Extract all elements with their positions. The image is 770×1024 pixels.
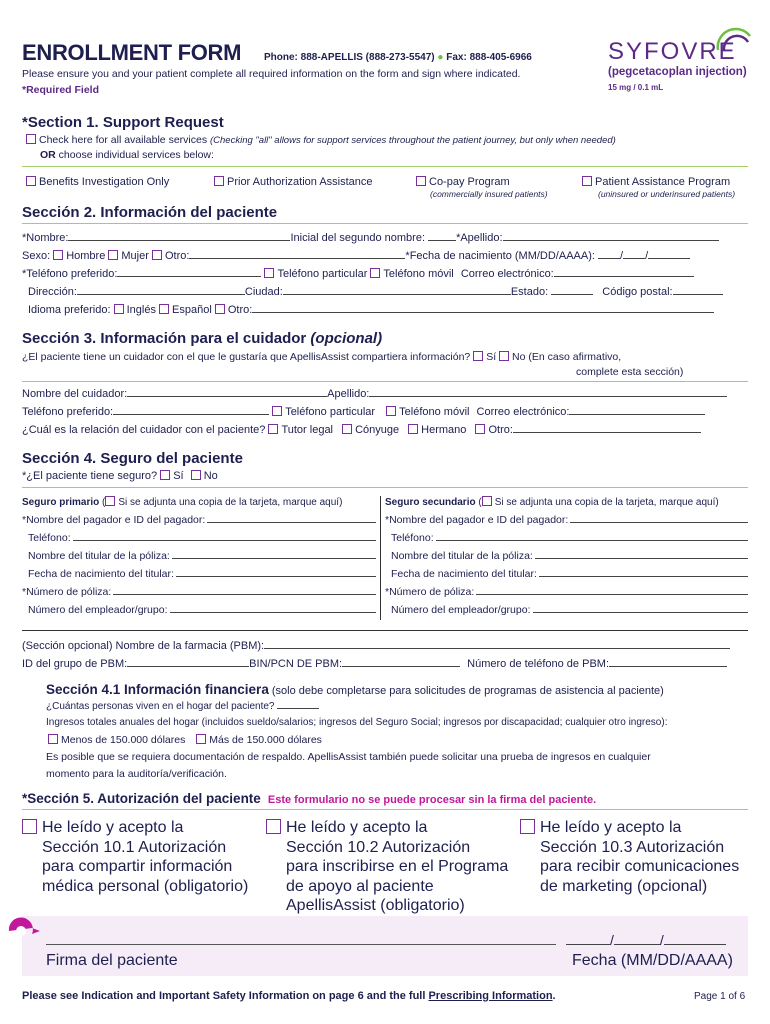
service-checkbox[interactable] (416, 176, 426, 186)
service-label: Prior Authorization Assistance (227, 176, 373, 188)
signature-label: Firma del paciente (46, 952, 178, 969)
income-more-checkbox[interactable] (196, 734, 206, 744)
ack-3-line: de marketing (opcional) (540, 877, 708, 895)
otro-rel-input[interactable] (513, 424, 701, 433)
bullet-icon: ● (437, 52, 444, 63)
primary-card-note: Si se adjunta una copia de la tarjeta, marque aquí (118, 497, 340, 508)
service-0[interactable] (26, 176, 169, 188)
form-title: ENROLLMENT FORM (22, 40, 242, 65)
section1-title: *Section 1. Support Request (22, 114, 224, 131)
cuidador-correo-label: Correo electrónico: (476, 406, 570, 418)
insurance-field-label: *Nombre del pagador e ID del pagador: (22, 514, 206, 526)
ciudad-label: Ciudad: (244, 286, 283, 298)
hombre-label: Hombre (66, 250, 106, 262)
insurance-field-input[interactable] (535, 550, 748, 559)
service-3[interactable] (582, 176, 730, 188)
service-label: Benefits Investigation Only (39, 176, 170, 188)
income-more-label: Más de 150.000 dólares (209, 734, 322, 746)
codigo-input[interactable] (673, 286, 723, 295)
ack-1-line: médica personal (obligatorio) (42, 877, 249, 895)
section41-note: (solo debe completarse para solicitudes de programas de asistencia al paciente) (271, 685, 664, 697)
insurance-field-row (391, 568, 748, 580)
insurance-field-row (385, 586, 748, 598)
insurance-no-checkbox[interactable] (191, 470, 201, 480)
insurance-field-label: Fecha de nacimiento del titular: (28, 568, 174, 580)
income-note-2: momento para la auditoría/verificación. (46, 768, 227, 780)
brand-name: SYFOVRE (608, 38, 737, 65)
check-all-checkbox[interactable] (26, 134, 36, 144)
section5-title-row (22, 791, 596, 806)
address-row (28, 286, 723, 298)
pbm-phone-label: Número de teléfono de PBM: (467, 658, 609, 670)
ack-3-line: He leído y acepto la (540, 819, 682, 836)
ack-2-line: He leído y acepto la (286, 819, 428, 836)
pbm-row (22, 658, 727, 670)
conyuge-label: Cónyuge (355, 424, 400, 436)
instructions: Please ensure you and your patient complete all required information on the form and sign where indicated. (22, 68, 521, 80)
pharmacy-label: (Sección opcional) Nombre de la farmacia (PBM): (22, 640, 265, 652)
ack-3[interactable] (520, 818, 739, 896)
otro-lang-checkbox[interactable] (215, 304, 225, 314)
caregiver-name-row (22, 388, 727, 400)
ack-2-line: Sección 10.2 Autorización (286, 838, 471, 856)
divider (22, 166, 748, 167)
nombre-label: *Nombre: (22, 232, 69, 244)
ack-2-checkbox[interactable] (266, 819, 281, 834)
cuidador-movil-label: Teléfono móvil (399, 406, 470, 418)
section2-title: Sección 2. Información del paciente (22, 204, 278, 221)
or-text: choose individual services below: (58, 149, 214, 161)
tutor-label: Tutor legal (281, 424, 333, 436)
tel-particular-label: Teléfono particular (277, 268, 368, 280)
ack-2-line: de apoyo al paciente (286, 877, 434, 895)
cuidador-apellido-label: Apellido: (327, 388, 370, 400)
insurance-field-label: Teléfono: (28, 532, 71, 544)
insurance-field-row (391, 604, 748, 616)
nombre-input[interactable] (68, 232, 290, 241)
insurance-si-label: Sí (173, 470, 184, 482)
mujer-checkbox[interactable] (108, 250, 118, 260)
caregiver-no-label: No (En caso afirmativo, (512, 351, 622, 363)
secondary-title: Seguro secundario (385, 497, 476, 508)
insurance-field-label: *Nombre del pagador e ID del pagador: (385, 514, 569, 526)
telefono-label: *Teléfono preferido: (22, 268, 118, 280)
cuidador-particular-label: Teléfono particular (285, 406, 376, 418)
insurance-field-row (391, 532, 748, 544)
fecha-label: *Fecha de nacimiento (MM/DD/AAAA): (405, 250, 595, 262)
insurance-field-input[interactable] (170, 604, 377, 613)
primary-card-checkbox[interactable] (105, 496, 115, 506)
otro-rel-checkbox[interactable] (475, 424, 485, 434)
sexo-label: Sexo: (22, 250, 51, 262)
insurance-si-checkbox[interactable] (160, 470, 170, 480)
caregiver-question (22, 351, 621, 363)
divider (22, 487, 748, 488)
income-note-1: Es posible que se requiera documentación de respaldo. ApellisAssist también puede solicitar una prueba de ingresos en cualquier (46, 751, 651, 763)
codigo-label: Código postal: (602, 286, 673, 298)
brand-dose: 15 mg / 0.1 mL (608, 83, 664, 92)
insurance-field-row (22, 586, 376, 598)
otro-lang-input[interactable] (252, 304, 714, 313)
language-row (28, 304, 714, 316)
divider (22, 630, 748, 631)
section4-title: Sección 4. Seguro del paciente (22, 450, 243, 467)
check-all-label: Check here for all available services (39, 134, 208, 146)
service-checkbox[interactable] (26, 176, 36, 186)
signature-tab-icon (6, 916, 40, 946)
service-checkbox[interactable] (214, 176, 224, 186)
dob-dd-input[interactable] (623, 250, 645, 259)
income-less-label: Menos de 150.000 dólares (61, 734, 186, 746)
signature-line[interactable] (46, 944, 556, 945)
income-less-checkbox[interactable] (48, 734, 58, 744)
primary-title: Seguro primario (22, 497, 100, 508)
estado-label: Estado: (510, 286, 549, 298)
insurance-field-label: Número del empleador/grupo: (391, 604, 531, 616)
cuidador-movil-checkbox[interactable] (386, 406, 396, 416)
service-checkbox[interactable] (582, 176, 592, 186)
caregiver-no-checkbox[interactable] (499, 351, 509, 361)
service-label: Patient Assistance Program (595, 176, 731, 188)
income-row: Ingresos totales anuales del hogar (incluidos sueldo/salarios; ingresos del Seguro Social; ingresos por discapacidad; cualquier otro ingreso): (46, 717, 668, 728)
insurance-field-row (22, 514, 376, 526)
date-line[interactable]: / / (566, 932, 726, 948)
mujer-label: Mujer (121, 250, 149, 262)
divider (22, 223, 748, 224)
ack-2-line: para inscribirse en el Programa (286, 858, 509, 875)
relacion-label: ¿Cuál es la relación del cuidador con el paciente? (22, 424, 266, 436)
caregiver-si-checkbox[interactable] (473, 351, 483, 361)
insurance-field-input[interactable] (207, 514, 376, 523)
conyuge-checkbox[interactable] (342, 424, 352, 434)
tel-movil-label: Teléfono móvil (383, 268, 454, 280)
secondary-insurance-header: Seguro secundario ( Si se adjunta una copia de la tarjeta, marque aquí) (385, 497, 719, 508)
ingles-checkbox[interactable] (114, 304, 124, 314)
cuidador-tel-label: Teléfono preferido: (22, 406, 114, 418)
ack-1-checkbox[interactable] (22, 819, 37, 834)
insurance-field-input[interactable] (570, 514, 748, 523)
ack-1[interactable] (22, 818, 248, 896)
service-2-sub: (commercially insured patients) (430, 189, 548, 199)
cuidador-tel-input[interactable] (113, 406, 269, 415)
service-3-sub: (uninsured or underinsured patients) (598, 189, 736, 199)
people-label: ¿Cuántas personas viven en el hogar del paciente? (46, 701, 275, 712)
insurance-field-input[interactable] (436, 532, 748, 541)
ingles-label: Inglés (126, 304, 156, 316)
insurance-field-label: *Número de póliza: (385, 586, 475, 598)
sex-row: Sexo: Hombre Mujer Otro: *Fecha de nacimiento (MM/DD/AAAA): / / (22, 250, 690, 262)
section3-title-main: Sección 3. Información para el cuidador (22, 330, 307, 347)
dob-mm-input[interactable] (598, 250, 620, 259)
tutor-checkbox[interactable] (268, 424, 278, 434)
fax-text: Fax: 888-405-6966 (446, 52, 532, 63)
ack-3-line: Sección 10.3 Autorización (540, 838, 725, 856)
caregiver-question-text: ¿El paciente tiene un cuidador con el que le gustaría que ApellisAssist compartiera información? (22, 351, 471, 363)
inicial-input[interactable] (428, 232, 456, 241)
estado-input[interactable] (551, 286, 593, 295)
section41-title: Sección 4.1 Información financiera (46, 682, 269, 697)
cuidador-label: Nombre del cuidador: (22, 388, 128, 400)
patient-name-row (22, 232, 719, 244)
footer-text-main: Please see Indication and Important Safety Information on page 6 and the full (22, 990, 426, 1002)
check-all-row (26, 134, 616, 146)
insurance-field-row (385, 514, 748, 526)
insurance-field-input[interactable] (113, 586, 376, 595)
section5-warning: Este formulario no se puede procesar sin la firma del paciente. (267, 794, 597, 806)
insurance-column-divider (380, 496, 381, 620)
tel-movil-checkbox[interactable] (370, 268, 380, 278)
pbm-bin-label: BIN/PCN DE PBM: (249, 658, 343, 670)
primary-insurance-header: Seguro primario ( Si se adjunta una copia de la tarjeta, marque aquí) (22, 497, 343, 508)
insurance-field-input[interactable] (539, 568, 748, 577)
espanol-label: Español (172, 304, 212, 316)
required-note: *Required Field (22, 84, 100, 96)
apellido-label: *Apellido: (456, 232, 503, 244)
insurance-field-input[interactable] (172, 550, 376, 559)
otro-rel-label: Otro: (488, 424, 513, 436)
service-label: Co-pay Program (429, 176, 510, 188)
caregiver-note: complete esta sección) (576, 366, 684, 378)
people-input[interactable] (277, 700, 319, 709)
insurance-field-input[interactable] (73, 532, 376, 541)
caregiver-phone-row (22, 406, 705, 418)
insurance-field-label: Teléfono: (391, 532, 434, 544)
pbm-phone-input[interactable] (609, 658, 727, 667)
ack-2-line: ApellisAssist (obligatorio) (286, 897, 465, 914)
otro-checkbox[interactable] (152, 250, 162, 260)
insurance-field-row (28, 532, 376, 544)
pbm-group-input[interactable] (127, 658, 249, 667)
direccion-input[interactable] (77, 286, 245, 295)
phone-row (22, 268, 694, 280)
insurance-field-row (28, 550, 376, 562)
ack-3-line: para recibir comunicaciones (540, 858, 740, 875)
cuidador-correo-input[interactable] (569, 406, 705, 415)
phone-number (264, 52, 532, 63)
or-label: OR (40, 149, 56, 161)
brand-logo (606, 22, 754, 102)
footer-text: Please see Indication and Important Safety Information on page 6 and the full Prescribing Information. (22, 990, 556, 1002)
cuidador-input[interactable] (127, 388, 327, 397)
espanol-checkbox[interactable] (159, 304, 169, 314)
ack-1-line: para compartir información (42, 858, 233, 875)
phone-text: Phone: 888-APELLIS (888-273-5547) (264, 52, 435, 63)
ack-3-checkbox[interactable] (520, 819, 535, 834)
insurance-field-label: Nombre del titular de la póliza: (391, 550, 533, 562)
hombre-checkbox[interactable] (53, 250, 63, 260)
section5-title: *Sección 5. Autorización del paciente (22, 791, 261, 806)
caregiver-si-label: Sí (486, 351, 497, 363)
idioma-label: Idioma preferido: (28, 304, 111, 316)
hermano-checkbox[interactable] (408, 424, 418, 434)
brand-generic: (pegcetacoplan injection) (608, 66, 747, 78)
service-1[interactable] (214, 176, 373, 188)
ack-2[interactable] (266, 818, 508, 916)
insurance-field-label: Fecha de nacimiento del titular: (391, 568, 537, 580)
ciudad-input[interactable] (283, 286, 511, 295)
ack-1-line: He leído y acepto la (42, 819, 184, 836)
correo-input[interactable] (554, 268, 694, 277)
check-all-note: (Checking "all" allows for support services throughout the patient journey, but only when needed) (210, 135, 616, 146)
inicial-label: Inicial del segundo nombre: (290, 232, 425, 244)
insurance-no-label: No (203, 470, 218, 482)
apellido-input[interactable] (503, 232, 719, 241)
insurance-field-label: Número del empleador/grupo: (28, 604, 168, 616)
otro-lang-label: Otro: (227, 304, 253, 316)
dob-yyyy-input[interactable] (648, 250, 690, 259)
direccion-label: Dirección: (28, 286, 77, 298)
section3-title (22, 330, 382, 347)
secondary-card-checkbox[interactable] (482, 496, 492, 506)
or-row (40, 149, 214, 161)
pbm-bin-input[interactable] (342, 658, 460, 667)
section3-title-opt: (opcional) (310, 330, 383, 347)
secondary-card-note: Si se adjunta una copia de la tarjeta, marque aquí (494, 497, 716, 508)
cuidador-apellido-input[interactable] (369, 388, 727, 397)
insurance-question-text: *¿El paciente tiene seguro? (22, 470, 158, 482)
telefono-input[interactable] (117, 268, 261, 277)
divider (22, 381, 748, 382)
cuidador-particular-checkbox[interactable] (272, 406, 282, 416)
section41-title-row (46, 682, 664, 697)
insurance-field-label: Nombre del titular de la póliza: (28, 550, 170, 562)
hermano-label: Hermano (421, 424, 467, 436)
insurance-field-row (28, 604, 376, 616)
insurance-question (22, 470, 218, 482)
date-label: Fecha (MM/DD/AAAA) (572, 952, 733, 969)
page-number: Page 1 of 6 (694, 991, 746, 1002)
insurance-field-input[interactable] (476, 586, 748, 595)
pharmacy-input[interactable] (264, 640, 730, 649)
service-2[interactable] (416, 176, 510, 188)
insurance-field-label: *Número de póliza: (22, 586, 112, 598)
otro-input[interactable] (189, 250, 405, 259)
pharmacy-row (22, 640, 730, 652)
people-row (46, 700, 319, 712)
correo-label: Correo electrónico: (460, 268, 554, 280)
otro-label: Otro: (164, 250, 190, 262)
pbm-group-label: ID del grupo de PBM: (22, 658, 128, 670)
insurance-field-input[interactable] (176, 568, 376, 577)
divider (22, 809, 748, 810)
insurance-field-input[interactable] (533, 604, 749, 613)
income-options (48, 734, 322, 746)
relationship-row (22, 424, 701, 436)
insurance-field-row (28, 568, 376, 580)
prescribing-info-link[interactable]: Prescribing Information (428, 990, 553, 1002)
tel-particular-checkbox[interactable] (264, 268, 274, 278)
insurance-field-row (391, 550, 748, 562)
ack-1-line: Sección 10.1 Autorización (42, 838, 227, 856)
